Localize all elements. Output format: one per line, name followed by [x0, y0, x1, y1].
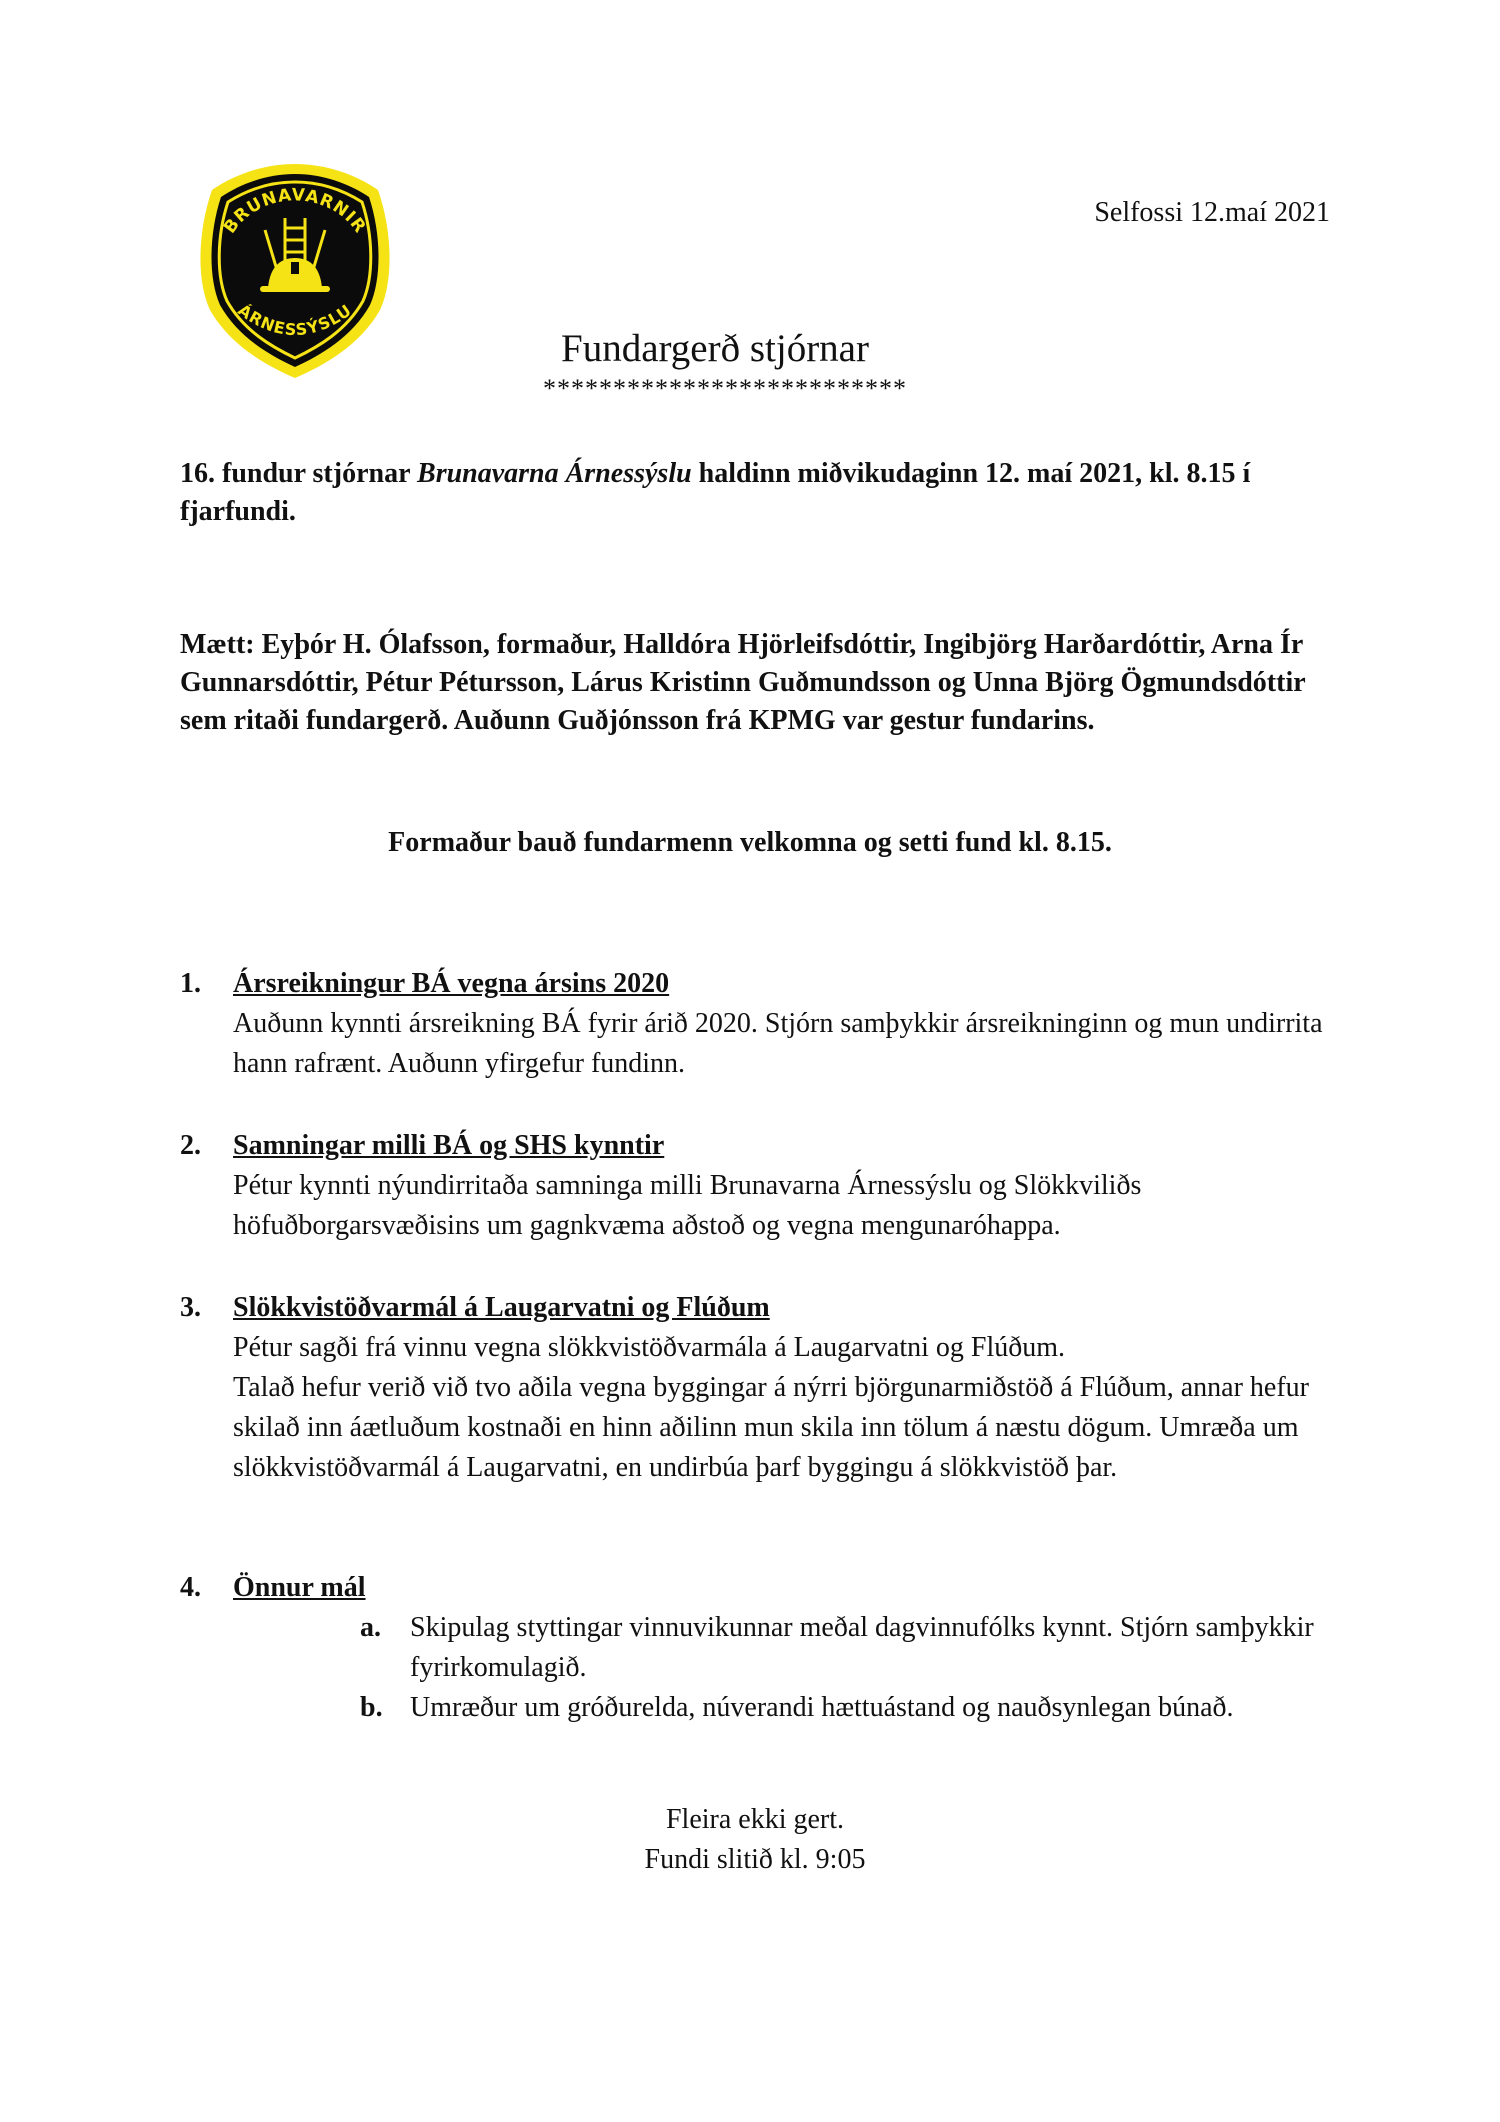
intro-org: Brunavarna Árnessýslu: [417, 458, 692, 489]
item-heading: Samningar milli BÁ og SHS kynntir: [233, 1130, 665, 1161]
closing: [0, 1800, 1500, 1880]
item-heading: Slökkvistöðvarmál á Laugarvatni og Flúðum: [233, 1292, 770, 1323]
item-number: 3.: [180, 1292, 201, 1323]
document-title: Fundargerð stjórnar: [561, 327, 869, 370]
intro-part1: 16. fundur stjórnar: [180, 458, 418, 489]
closing-line-1: Fleira ekki gert.: [665, 1804, 845, 1835]
item-heading: Önnur mál: [233, 1572, 366, 1603]
opening-statement: Formaður bauð fundarmenn velkomna og setti fund kl. 8.15.: [388, 827, 1112, 858]
sub-item-a: [360, 1608, 1330, 1688]
item-number: 4.: [180, 1572, 201, 1603]
sub-item-text: Umræður um gróðurelda, núverandi hættuástand og nauðsynlegan búnað.: [410, 1692, 1234, 1723]
item-body-2: Talað hefur verið við tvo aðila vegna byggingar á nýrri björgunarmiðstöð á Flúðum, annar hefur skilað inn áætluðum kostnaði en hinn aðilinn mun skila inn tölum á næstu dögum. Umræða um slökkvistöðvarmál á Laugarvatni, en undirbúa þarf byggingu á slökkvistöð þar.: [233, 1372, 1310, 1483]
item-body: Pétur kynnti nýundirritaða samninga milli Brunavarna Árnessýslu og Slökkviliðs höfuðborgarsvæðisins um gagnkvæma aðstoð og vegna mengunaróhappa.: [233, 1170, 1142, 1241]
logo-text-bottom: ÁRNESSÝSLU: [234, 300, 356, 340]
item-body-1: Pétur sagði frá vinnu vegna slökkvistöðvarmála á Laugarvatni og Flúðum.: [233, 1332, 1066, 1363]
sub-item-text: Skipulag styttingar vinnuvikunnar meðal dagvinnufólks kynnt. Stjórn samþykkir fyrirkomulagið.: [410, 1612, 1314, 1683]
place-date: Selfossi 12.maí 2021: [1094, 197, 1330, 228]
sub-item-letter: b.: [360, 1692, 383, 1723]
intro-part2: haldinn miðvikudaginn 12. maí 2021, kl. 8.15 í fjarfundi.: [180, 458, 1251, 527]
attendance: Mætt: Eyþór H. Ólafsson, formaður, Halldóra Hjörleifsdóttir, Ingibjörg Harðardóttir, Arna Ír Gunnarsdóttir, Pétur Pétursson, Lárus Kristinn Guðmundsson og Unna Björg Ögmundsdóttir sem ritaði fundargerð. Auðunn Guðjónsson frá KPMG var gestur fundarins.: [180, 629, 1306, 736]
item-number: 1.: [180, 968, 201, 999]
agenda-item-1: [180, 964, 1330, 1084]
item-heading: Ársreikningur BÁ vegna ársins 2020: [233, 968, 670, 999]
title-divider: **************************: [543, 374, 907, 403]
item-body: Auðunn kynnti ársreikning BÁ fyrir árið 2020. Stjórn samþykkir ársreikninginn og mun undirrita hann rafrænt. Auðunn yfirgefur fundinn.: [233, 1008, 1323, 1079]
agenda-item-4: [180, 1568, 1330, 1728]
logo-text-top: BRUNAVARNIR: [219, 185, 371, 238]
meeting-intro: [180, 455, 1330, 531]
closing-line-2: Fundi slitið kl. 9:05: [644, 1844, 866, 1875]
sub-item-b: [360, 1688, 1330, 1728]
item-number: 2.: [180, 1130, 201, 1161]
sub-item-letter: a.: [360, 1612, 381, 1643]
agenda-item-2: [180, 1126, 1330, 1246]
agenda-item-3: [180, 1288, 1330, 1488]
